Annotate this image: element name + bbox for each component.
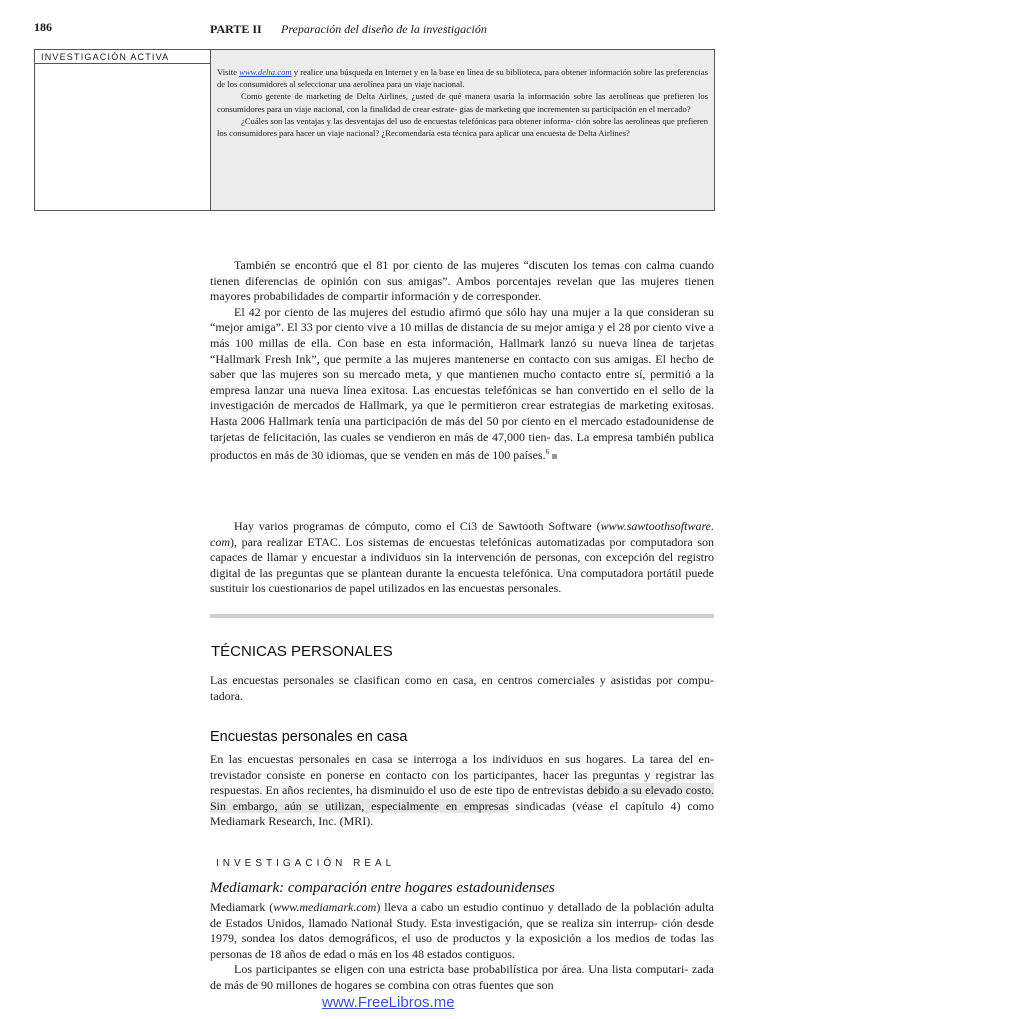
body-paragraph: [210, 519, 714, 597]
body-paragraph: También se encontró que el 81 por ciento de las mujeres “discuten los temas con calma cuando tienen diferencias de opinión con sus amigas”. Ambos porcentajes revelan que las mujeres tienen mayores probabilidades de compartir información y de corresponder.: [210, 258, 714, 304]
active-research-paragraph: Como gerente de marketing de Delta Airlines, ¿usted de qué manera usaría la información sobre las aerolíneas que prefieren los consumidores para un viaje nacional, con la finalidad de crear estrate- gias de marketing que incrementen su participación en el mercado?: [217, 91, 708, 114]
text-span: En las encuestas personales en casa se interroga a los individuos en sus hogares. La tarea del en- trevistador consiste en ponerse en contacto con los participantes, hacer las preguntas y registrar las respuestas. En años recientes, ha disminuido el uso de este tipo de entrevistas: [210, 752, 714, 798]
body-paragraph: [210, 305, 714, 464]
real-research-text: [210, 900, 714, 994]
watermark-link[interactable]: www.FreeLibros.me: [322, 994, 455, 1011]
body-text-block: [210, 258, 714, 464]
end-mark-icon: [552, 454, 557, 459]
subsection-heading: Encuestas personales en casa: [210, 729, 408, 745]
active-research-paragraph: ¿Cuáles son las ventajas y las desventajas del uso de encuestas telefónicas para obtener informa- ción sobre las aerolíneas que prefieren los consumidores para hacer un viaje nacional? ¿Recomendaría esta técnica para aplicar una encuesta de Delta Airlines?: [217, 115, 708, 139]
active-research-box: [34, 49, 715, 211]
active-research-paragraph: [217, 66, 708, 90]
text-span: Visite: [217, 67, 240, 77]
active-research-content: [210, 50, 714, 210]
active-research-label: INVESTIGACIÓN ACTIVA: [35, 50, 211, 64]
running-header-title: Preparación del diseño de la investigación: [281, 22, 487, 36]
body-paragraph: Los participantes se eligen con una estricta base probabilística por área. Una lista computari- zada de más de 90 millones de hogares se combina con otras fuentes que son: [210, 962, 714, 992]
separator-bar: [210, 614, 714, 618]
page-number: 186: [34, 20, 52, 34]
body-paragraph: Las encuestas personales se clasifican como en casa, en centros comerciales y asistidas por compu- tadora.: [210, 673, 714, 703]
body-paragraph: [210, 900, 714, 962]
text-span: Hay varios programas de cómputo, como el Ci3 de Sawtooth Software (: [234, 519, 601, 533]
text-span: Mediamark (: [210, 900, 274, 914]
section-heading: TÉCNICAS PERSONALES: [211, 643, 393, 660]
text-span: El 42 por ciento de las mujeres del estudio afirmó que sólo hay una mujer a la que consideran su “mejor amiga”. El 33 por ciento vive a 10 millas de distancia de su mejor amiga y el 28 por ciento vive a más 100 millas de ella. Con base en esta información, Hallmark lanzó su nueva línea de tarjetas “Hallmark Fresh Ink”, que permite a las mujeres mantenerse en contacto con sus amigas. El hecho de saber que las mujeres son su mercado meta, y que mantienen mucho contacto entre sí, permitió a la empresa lanzar una nueva línea exitosa. Las encuestas telefónicas se han convertido en el sello de la investigación de mercados de Hallmark, ya que le permitieron crear estrategias de marketing exitosas. Hasta 2006 Hallmark tenía una participación de más del 50 por ciento en el mercado estadounidense de tarjetas de felicitación, las cuales se vendieron en más de 47,000 tien- das. La empresa también publica productos en más de 30 idiomas, que se venden en más de 100 países.: [210, 304, 714, 463]
mediamark-url: www.mediamark.com: [273, 900, 377, 914]
running-header-part: PARTE II: [210, 22, 262, 36]
text-span: y realice una búsqueda en Internet y en la base en línea de su biblioteca, para obtener información sobre las preferencias de los consumidores al seleccionar una aerolínea para un viaje nacional.: [217, 67, 708, 90]
text-span: sindicadas (véase el capítulo 4) como Mediamark Research, Inc. (MRI).: [210, 798, 714, 829]
section-intro: [210, 673, 714, 704]
real-research-title: Mediamark: comparación entre hogares estadounidenses: [210, 880, 555, 896]
real-research-label: INVESTIGACIÓN REAL: [216, 858, 396, 869]
subsection-text: [210, 752, 714, 830]
body-text-block: [210, 519, 714, 597]
body-paragraph: [210, 752, 714, 830]
highlighted-text: debido a su elevado costo. Sin embargo, aún se utilizan, especialmente en empresas: [210, 783, 714, 813]
footnote-ref: 6: [545, 448, 550, 457]
sawtooth-url: www.sawtoothsoftware. com: [210, 519, 714, 549]
text-span: ), para realizar ETAC. Los sistemas de encuestas telefónicas automatizadas por computadora son capaces de llamar y encuestar a individuos sin la intervención de personas, con excepción del registro digital de las preguntas que se plantean durante la encuesta telefónica. Una computadora portátil puede sustituir los cuestionarios de papel utilizados en las encuestas personales.: [210, 534, 714, 596]
text-span: ) lleva a cabo un estudio continuo y detallado de la población adulta de Estados Unidos, llamado National Study. Esta investigación, que se realiza sin interrup- ción desde 1979, sondea los datos demográficos, el uso de productos y la exposición a los medios de todas las personas de 18 años de edad o más en los 48 estados contiguos.: [210, 900, 714, 961]
delta-link[interactable]: www.delta.com: [239, 67, 292, 77]
